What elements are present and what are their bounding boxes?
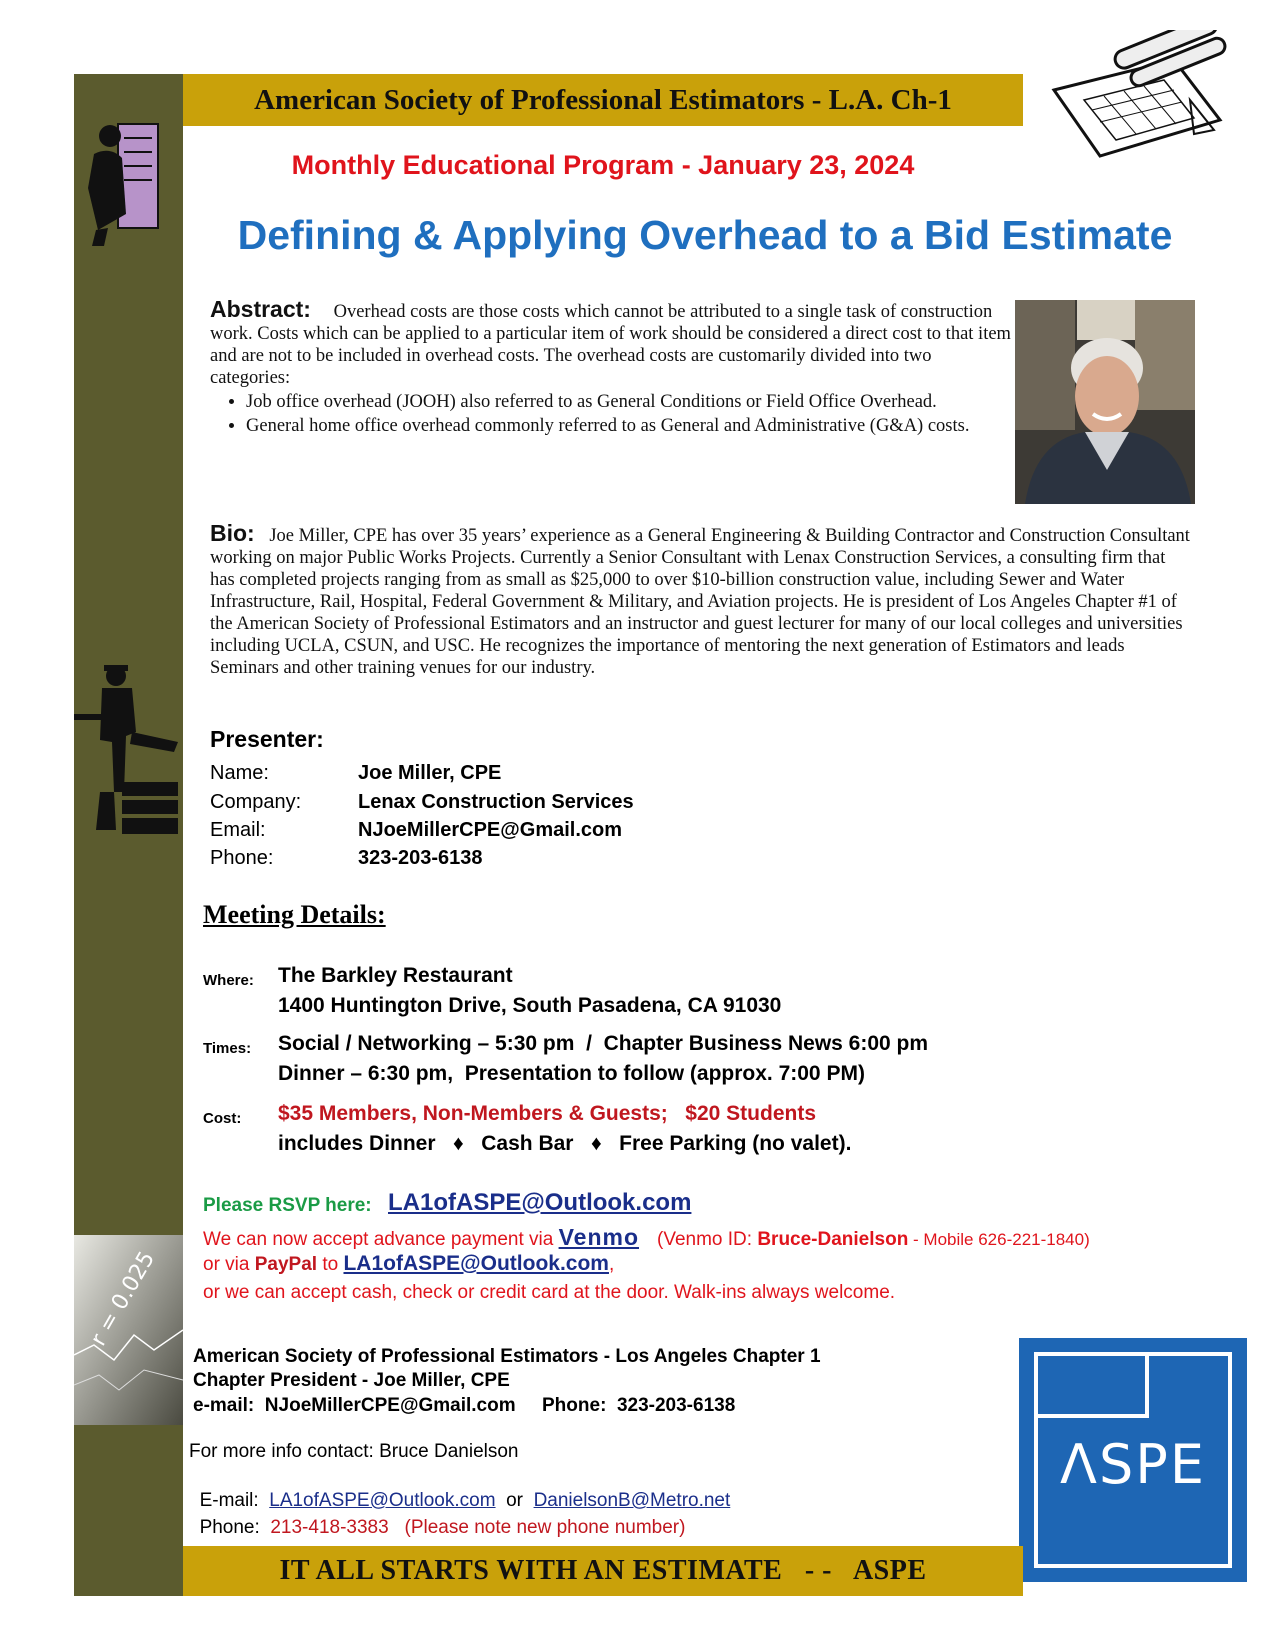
contact-email-2-link[interactable]: DanielsonB@Metro.net [533,1490,731,1511]
where-line-2: 1400 Huntington Drive, South Pasadena, CA 91030 [278,994,782,1017]
aspe-logo-text: ΛSPE [1060,1433,1206,1496]
presenter-company: Lenax Construction Services [358,791,634,813]
chapter-line-1: American Society of Professional Estimators - Los Angeles Chapter 1 [193,1346,821,1367]
contact-phone: 213-418-3383 (Please note new phone number) [270,1517,686,1538]
numbers-graphic-icon [74,1235,183,1425]
contact-phone-line: Phone: 213-418-3383 (Please note new phone number) [199,1517,686,1538]
estimator-surveyor-figure-icon [74,662,183,838]
times-line-2: Dinner – 6:30 pm, Presentation to follow (approx. 7:00 PM) [278,1062,865,1085]
abstract-bullet-2: • General home office overhead commonly referred to as General and Administrative (G&A) costs. [246,415,1012,437]
cost-line-2: includes Dinner ♦ Cash Bar ♦ Free Parking (no valet). [278,1132,852,1155]
contact-line-1: For more info contact: Bruce Danielson [189,1441,519,1462]
contact-email-line: E-mail: LA1ofASPE@Outlook.com or DanielsonB@Metro.net [199,1490,731,1511]
chapter-line-2: Chapter President - Joe Miller, CPE [193,1370,510,1391]
main-title: Defining & Applying Overhead to a Bid Estimate [237,212,1173,258]
presenter-phone: 323-203-6138 [358,847,483,869]
footer-tagline: IT ALL STARTS WITH AN ESTIMATE - - ASPE [279,1555,927,1586]
door-payment-line: or we can accept cash, check or credit card at the door. Walk-ins always welcome. [203,1282,896,1303]
chapter-line-3: e-mail: NJoeMillerCPE@Gmail.com Phone: 323-203-6138 [193,1395,736,1416]
rsvp-label: Please RSVP here: [203,1195,372,1216]
blueprint-rolls-icon [1044,30,1230,162]
presenter-name: Joe Miller, CPE [358,762,502,784]
header-title: American Society of Professional Estimators - L.A. Ch-1 [254,84,952,116]
abstract-bullets [210,391,1012,437]
venmo-link[interactable]: Venmo [558,1224,639,1250]
presenter-photo [1015,300,1195,504]
times-label: Times: [203,1040,252,1057]
paypal-line: or via PayPal to LA1ofASPE@Outlook.com, [203,1252,615,1275]
presenter-heading: Presenter: [210,726,324,752]
presenter-company-row: Company: Lenax Construction Services [210,791,634,813]
paypal-email-link[interactable]: LA1ofASPE@Outlook.com [343,1252,609,1275]
presenter-name-row: Name: Joe Miller, CPE [210,762,502,784]
bio-text: Joe Miller, CPE has over 35 years’ experience as a General Engineering & Building Contractor and Construction Consultant working on major Public Works Projects. Currently a Senior Consultant with Lenax Construction Services, a consulting firm that has completed projects ranging from as small as $25,000 to over $10-billion construction value, including Sewer and Water Infrastructure, Rail, Hospital, Federal Government & Military, and Aviation projects. He is president of Los Angeles Chapter #1 of the American Society of Professional Estimators and an instructor and guest lecturer for many of our local colleges and universities including UCLA, CSUN, and USC. He recognizes the importance of mentoring the next generation of Estimators and leads Seminars and other training venues for our industry. [210,526,1190,678]
aspe-logo [1019,1338,1247,1582]
svg-text:r = 0.025: r = 0.025 [86,1247,161,1351]
presenter-email-row: Email: NJoeMillerCPE@Gmail.com [210,819,623,841]
venmo-line: We can now accept advance payment via Venmo (Venmo ID: Bruce-Danielson - Mobile 626-221-1840) [203,1224,1090,1250]
bio-section [210,522,1190,679]
venmo-id: Bruce-Danielson [757,1229,909,1250]
cost-label: Cost: [203,1110,242,1127]
times-line-1: Social / Networking – 5:30 pm / Chapter Business News 6:00 pm [278,1032,929,1055]
where-label: Where: [203,972,254,989]
bio-heading: Bio: [210,520,255,546]
abstract-bullet-1: • Job office overhead (JOOH) also referred to as General Conditions or Field Office Overhead. [246,391,1012,413]
rsvp-email-link[interactable]: LA1ofASPE@Outlook.com [388,1189,692,1216]
cost-line-1: $35 Members, Non-Members & Guests; $20 Students [278,1102,816,1125]
paypal-word: PayPal [254,1254,318,1275]
estimator-drafting-figure-icon [74,118,183,248]
program-date-line: Monthly Educational Program - January 23, 2024 [291,150,915,180]
where-line-1: The Barkley Restaurant [278,964,513,987]
abstract-heading: Abstract: [210,296,311,322]
contact-email-1-link[interactable]: LA1ofASPE@Outlook.com [269,1490,496,1511]
presenter-email[interactable]: NJoeMillerCPE@Gmail.com [358,819,623,841]
abstract-section [210,298,1012,439]
presenter-phone-row: Phone: 323-203-6138 [210,847,483,869]
meeting-details-heading: Meeting Details: [203,900,386,929]
abstract-text: Overhead costs are those costs which cannot be attributed to a single task of construction work. Costs which can be applied to a particular item of work should be considered a direct cost to that item and are not to be included in overhead costs. The overhead costs are customarily divided into two categories: [210,302,1011,388]
